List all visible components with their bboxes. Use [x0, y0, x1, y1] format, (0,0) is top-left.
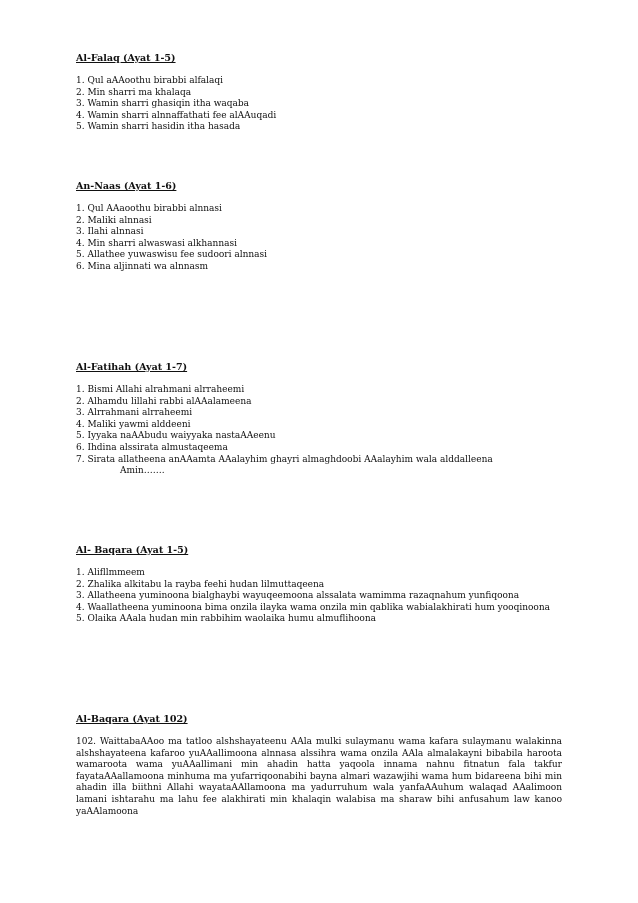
- verse-line: 5. Iyyaka naAAbudu waiyyaka nastaAAeenu: [76, 431, 276, 442]
- verse-line: 3. Alrrahmani alrraheemi: [76, 408, 193, 419]
- verse-line: 1. Bismi Allahi alrahmani alrraheemi: [76, 385, 245, 395]
- verse-list: [76, 568, 562, 626]
- verse-line: 4. Waallatheena yuminoona bima onzila ilayka wama onzila min qablika wabialakhirati hum yooqinoona: [76, 602, 551, 613]
- section-heading: Al-Fatihah (Ayat 1-7): [76, 362, 188, 373]
- verse-line: 6. Mina aljinnati wa alnnasm: [76, 261, 209, 272]
- section-al-baqara-1-5: [76, 545, 562, 626]
- verse-list: [76, 76, 562, 134]
- section-heading: Al-Falaq (Ayat 1-5): [76, 53, 176, 64]
- section-an-naas: [76, 181, 562, 274]
- verse-line: 6. Ihdina alssirata almustaqeema: [76, 442, 228, 453]
- verse-line: 7. Sirata allatheena anAAamta AAalayhim ghayri almaghdoobi AAalayhim wala alddalleena: [76, 454, 493, 465]
- section-heading: Al-Baqara (Ayat 102): [76, 714, 188, 725]
- verse-list: [76, 385, 562, 466]
- section-heading: Al- Baqara (Ayat 1-5): [76, 545, 189, 556]
- verse-line: 4. Wamin sharri alnnaffathati fee alAAuqadi: [76, 110, 277, 121]
- section-al-baqara-102: [76, 714, 562, 818]
- verse-line: 2. Maliki alnnasi: [76, 215, 152, 226]
- verse-line: 5. Olaika AAala hudan min rabbihim waolaika humu almuflihoona: [76, 614, 377, 625]
- verse-line: 3. Allatheena yuminoona bialghaybi wayuqeemoona alssalata wamimma razaqnahum yunfiqoona: [76, 591, 520, 602]
- verse-line: 2. Alhamdu lillahi rabbi alAAalameena: [76, 396, 252, 407]
- verse-line: 5. Wamin sharri hasidin itha hasada: [76, 122, 241, 133]
- verse-line: 5. Allathee yuwaswisu fee sudoori alnnasi: [76, 250, 268, 261]
- section-al-fatihah: [76, 362, 562, 478]
- verse-list: [76, 204, 562, 274]
- verse-line: 3. Ilahi alnnasi: [76, 227, 144, 238]
- section-heading: An-Naas (Ayat 1-6): [76, 181, 177, 192]
- verse-line: 1. Qul AAaoothu birabbi alnnasi: [76, 204, 222, 214]
- verse-line: 3. Wamin sharri ghasiqin itha waqaba: [76, 99, 250, 110]
- closing-amin: Amin…….: [120, 466, 165, 477]
- verse-line: 1. Qul aAAoothu birabbi alfalaqi: [76, 76, 224, 86]
- verse-line: 2. Zhalika alkitabu la rayba feehi hudan lilmuttaqeena: [76, 579, 325, 590]
- verse-line: 4. Maliki yawmi alddeeni: [76, 419, 191, 430]
- verse-line: 1. Alifllmmeem: [76, 568, 145, 578]
- verse-line: 4. Min sharri alwaswasi alkhannasi: [76, 238, 237, 249]
- verse-paragraph: 102. WaittabaAAoo ma tatloo alshshayateenu AAla mulki sulaymanu wama kafara sulaymanu walakinna alshshayateena kafaroo yuAAallimoona alnnasa alssihra wama onzila AAla almalakayni bibabila haroota wamaroota wama yuAAallimani min ahadin hatta yaqoola innama nahnu fitnatun fala takfur fayataAAallamoona minhuma ma yufarriqoonabihi bayna almari wazawjihi wama hum bidareena bihi min ahadin illa biithni Allahi wayataAAllamoona ma yadurruhum wala yanfaAAuhum walaqad AAalimoon lamani ishtarahu ma lahu fee alakhirati min khalaqin walabisa ma sharaw bihi anfusahum law kanoo yaAAlamoona: [76, 737, 562, 817]
- verse-line: 2. Min sharri ma khalaqa: [76, 87, 192, 98]
- section-al-falaq: [76, 53, 562, 134]
